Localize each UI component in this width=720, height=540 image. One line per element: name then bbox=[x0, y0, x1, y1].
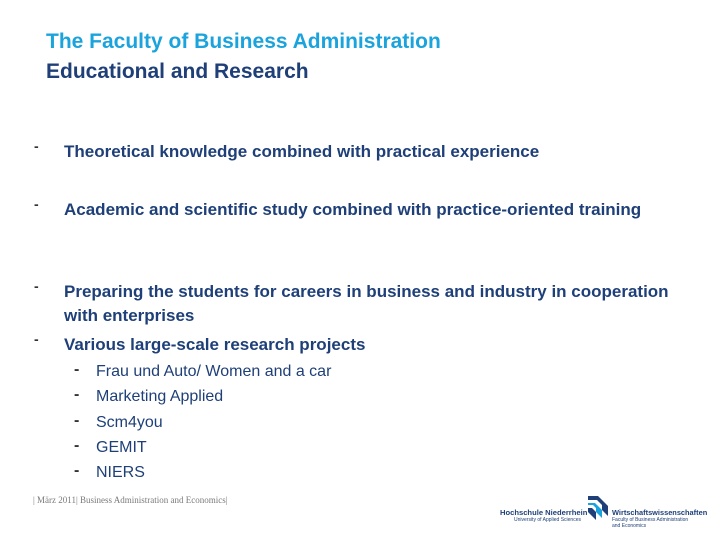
university-name: Hochschule Niederrhein bbox=[500, 508, 588, 517]
slide-subtitle: Educational and Research bbox=[46, 60, 309, 83]
project-text: Scm4you bbox=[96, 414, 163, 431]
project-item bbox=[74, 412, 574, 434]
faculty-tagline-line2: and Economics bbox=[612, 523, 647, 529]
bullet-dash: - bbox=[34, 331, 39, 347]
bullet-dash: - bbox=[34, 278, 39, 294]
project-item bbox=[74, 437, 574, 459]
university-tagline: University of Applied Sciences bbox=[514, 517, 581, 523]
project-dash: - bbox=[74, 462, 80, 479]
project-item bbox=[74, 462, 574, 484]
faculty-name: Wirtschaftswissenschaften bbox=[612, 508, 708, 517]
footer-text: | März 2011| Business Administration and Economics| bbox=[33, 495, 228, 505]
bullet-item bbox=[34, 198, 674, 222]
project-dash: - bbox=[74, 437, 80, 454]
project-text: Frau und Auto/ Women and a car bbox=[96, 363, 332, 380]
bullet-dash: - bbox=[34, 138, 39, 154]
bullet-item bbox=[34, 140, 674, 164]
bullet-text: Theoretical knowledge combined with practical experience bbox=[64, 142, 540, 161]
slide-title: The Faculty of Business Administration bbox=[46, 30, 441, 53]
project-dash: - bbox=[74, 412, 80, 429]
faculty-logo bbox=[612, 508, 714, 529]
project-text: Marketing Applied bbox=[96, 388, 224, 405]
hochschule-niederrhein-logo-icon bbox=[586, 494, 610, 522]
project-item bbox=[74, 361, 574, 383]
bullet-text: Academic and scientific study combined with practice-oriented training bbox=[64, 200, 642, 219]
bullet-text: Preparing the students for careers in business and industry in cooperation with enterprises bbox=[64, 282, 669, 325]
bullet-item bbox=[34, 280, 674, 328]
bullet-dash: - bbox=[34, 196, 39, 212]
university-logo bbox=[500, 508, 592, 523]
project-item bbox=[74, 386, 574, 408]
faculty-tagline-line1: Faculty of Business Administration bbox=[612, 517, 689, 523]
project-text: GEMIT bbox=[96, 439, 147, 456]
bullet-text: Various large-scale research projects bbox=[64, 335, 366, 354]
project-dash: - bbox=[74, 386, 80, 403]
project-dash: - bbox=[74, 361, 80, 378]
project-text: NIERS bbox=[96, 464, 145, 481]
bullet-item bbox=[34, 333, 674, 357]
